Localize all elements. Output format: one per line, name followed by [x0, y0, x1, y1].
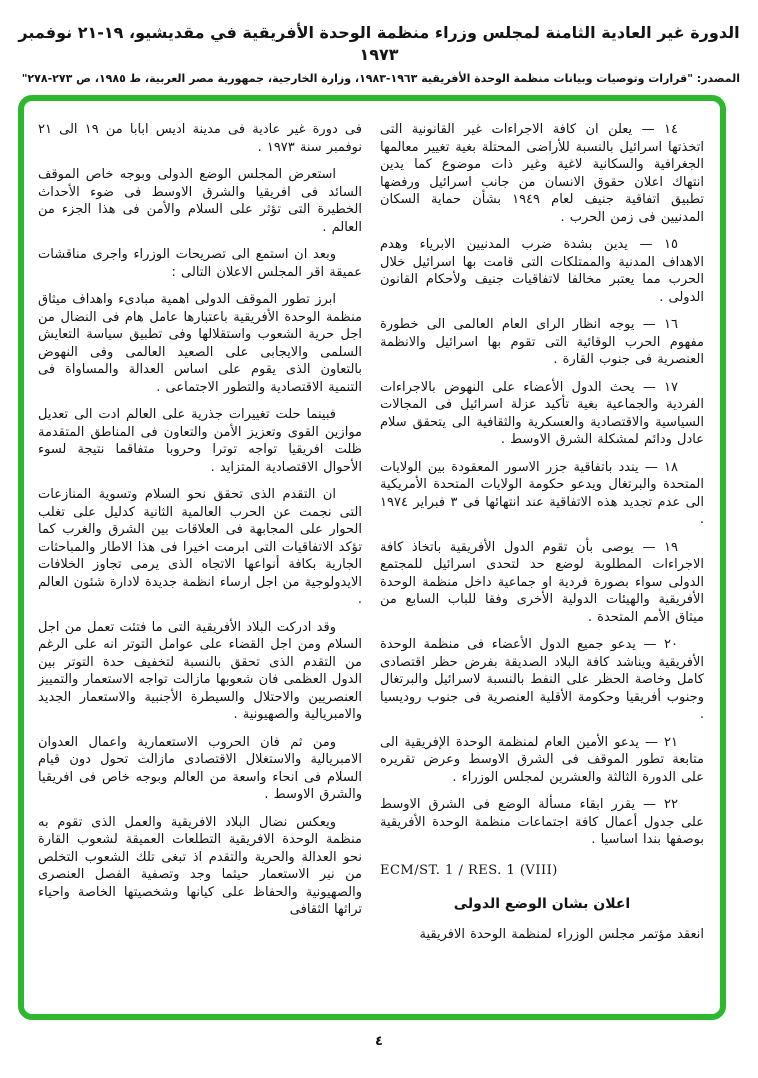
declaration-paragraph: استعرض المجلس الوضع الدولى وبوجه خاص الموقف السائد فى افريقيا والشرق الاوسط فى ضوء الأحداث الخطيرة التى تؤثر على السلام والأمن فى هذا الجزء من العالم .: [38, 167, 362, 235]
page-footer: [0, 1034, 758, 1049]
declaration-paragraph: ومن ثم فان الحروب الاستعمارية واعمال العدوان الامبريالية والاستغلال الاقتصادى مازالت تحول دون قيام السلام فى انحاء واسعة من العالم وبوجه خاص فى افريقيا والشرق الاوسط .: [38, 734, 362, 802]
source-citation: المصدر: "قرارات وتوصيات وبيانات منظمة الوحدة الأفريقية ١٩٦٣-١٩٨٣، وزارة الخارجية، جمهورية مصر العربية، ط ١٩٨٥، ص ٢٧٣-٢٧٨": [21, 72, 740, 86]
declaration-paragraph: فبينما حلت تغييرات جذرية على العالم ادت الى تعديل موازين القوى وتعزيز الأمن والتعاون فى المناطق المتقدمة ظلت افريقيا تواجه توترا وحروبا متفاقما نتيجة لسوء الأحوال الاقتصادية المتزايد .: [38, 407, 362, 475]
declaration-heading: اعلان بشان الوضع الدولى: [453, 895, 631, 912]
resolution-reference: ECM/ST. 1 / RES. 1 (VIII): [380, 862, 558, 878]
declaration-paragraph: ان التقدم الذى تحقق نحو السلام وتسوية المنازعات التى نجمت عن الحرب العالمية الثانية كدليل على تغلب الحوار على المجابهة فى العلاقات بين الشرق والغرب كما تؤكد الاتفاقيات التى ابرمت اخيرا فى هذا الاطار والمباحثات الجارية بكافة أنواعها الاتجاه الذى يرمى تجاوز الخلافات الايدولوجية من اجل ارساء انظمة جديدة لادارة شئون العالم .: [38, 487, 362, 607]
column-left: [38, 121, 362, 1002]
resolution-item-14: ١٤ — يعلن ان كافة الاجراءات غير القانونية التى اتخذتها اسرائيل بالنسبة للأراضى المحتلة بغية تغيير معالمها الجغرافية والسكانية لاغية وغير ذات موضوع كما يدين انتهاك اعلان حقوق الانسان من جانب اسرائيل ورفضها تطبيق اتفاقية جنيف لعام ١٩٤٩ بشأن حماية السكان المدنيين فى زمن الحرب .: [380, 122, 704, 225]
declaration-paragraph: ابرز تطور الموقف الدولى اهمية مبادىء واهداف ميثاق منظمة الوحدة الأفريقية باعتبارها عامل هام فى النضال من اجل حرية الشعوب واستقلالها وفى تطبيق سياسة التعايش السلمى والايجابى على الصعيد العالمى وفى النهوض بالتعاون الذى يقوم على اساس العدالة والمساواة فى التنمية الاقتصادية والتطور الاجتماعى .: [38, 292, 362, 395]
resolution-item-20: ٢٠ — يدعو جميع الدول الأعضاء فى منظمة الوحدة الأفريقية ويناشد كافة البلاد الصديقة بفرض حظر اقتصادى كامل وخاصة الحظر على النفط بالنسبة لاسرائيل والبرتغال وجنوب أفريقيا وحكومة الأقلية العنصرية فى جنوب روديسيا .: [380, 637, 704, 722]
declaration-paragraph: ويعكس نضال البلاد الافريقية والعمل الذى تقوم به منظمة الوحدة الافريقية التطلعات العميقة لشعوب القارة نحو العدالة والحرية والتقدم اذ تبغى تلك الشعوب التخلص من نير الاستعمار حيثما وجد وتصفية الفصل العنصرى والصهيونية والحفاظ على كيانها وشخصيتها الخاصة واحياء تراثها الثقافى: [38, 814, 362, 917]
document-header: [18, 22, 740, 86]
resolution-item-16: ١٦ — يوجه انظار الراى العام العالمى الى خطورة مفهوم الحرب الوقائية التى تقوم بها اسرائيل والانظمة العنصرية فى جنوب القارة .: [380, 317, 704, 367]
declaration-paragraph: فى دورة غير عادية فى مدينة اديس ابابا من ١٩ الى ٢١ نوفمبر سنة ١٩٧٣ .: [38, 122, 362, 155]
resolution-item-22: ٢٢ — يقرر ابقاء مسألة الوضع فى الشرق الاوسط على جدول أعمال كافة اجتماعات منظمة الوحدة الأفريقية بوصفها بندا اساسيا .: [380, 797, 704, 847]
resolution-item-18: ١٨ — يندد باتفاقية جزر الاسور المعقودة بين الولايات المتحدة والبرتغال ويدعو حكومة الولايات المتحدة الأمريكية الى عدم تجديد هذه الاتفاقية عند انتهائها فى ٣ فبراير ١٩٧٤ .: [380, 459, 704, 527]
declaration-paragraph: وبعد ان استمع الى تصريحات الوزراء واجرى مناقشات عميقة اقر المجلس الاعلان التالى :: [38, 247, 362, 280]
document-title: الدورة غير العادية الثامنة لمجلس وزراء منظمة الوحدة الأفريقية في مقديشيو، ١٩-٢١ نوفمبر ١٩٧٣: [18, 23, 740, 64]
content-border-box: [18, 95, 726, 1020]
declaration-opening-line: انعقد مؤتمر مجلس الوزراء لمنظمة الوحدة الافريقية: [419, 926, 704, 942]
resolution-item-21: ٢١ — يدعو الأمين العام لمنظمة الوحدة الإفريقية الى متابعة تطور الموقف فى الشرق الاوسط وعرض تقريره على الدورة الثالثة والعشرين لمجلس الوزراء .: [380, 734, 704, 785]
column-right: [380, 121, 704, 1002]
resolution-item-15: ١٥ — يدين بشدة ضرب المدنيين الابرياء وهدم الاهداف المدنية والممتلكات التى قامت بها اسرائيل خلال الحرب مما يعتبر مخالفا لاتفاقيات جنيف ولأحكام القانون الدولى .: [380, 237, 704, 305]
declaration-paragraph: وقد ادركت البلاد الأفريقية التى ما فتئت تعمل من اجل السلام ومن اجل القضاء على عوامل التوتر انه على الرغم من التقدم الذى تحقق بالنسبة لتخفيف حدة التوتر بين الدول العظمى فان شعوبها مازالت تواجه الاستعمار والتمييز العنصريين والاحتلال والسيطرة الأجنبية والاستعمار الجديد والامبريالية والصهيونية .: [38, 619, 362, 722]
resolution-item-17: ١٧ — يحث الدول الأعضاء على النهوض بالاجراءات الفردية والجماعية بغية تأكيد عزلة اسرائيل فى المجالات السياسية والاقتصادية والعسكرية والثقافية الى يتحقق سلام عادل ودائم لمشكلة الشرق الاوسط .: [380, 379, 704, 447]
page-number: ٤: [375, 1034, 383, 1049]
resolution-item-19: ١٩ — يوصى بأن تقوم الدول الأفريقية باتخاذ كافة الاجراءات المطلوبة لوضع حد لتحدى اسرائيل للمجتمع الدولى سواء بصورة فردية او جماعية داخل منظمة الوحدة الأفريقية والهيئات الدولية الأخرى وفقا للباب السابع من ميثاق الأمم المتحدة .: [380, 539, 704, 625]
